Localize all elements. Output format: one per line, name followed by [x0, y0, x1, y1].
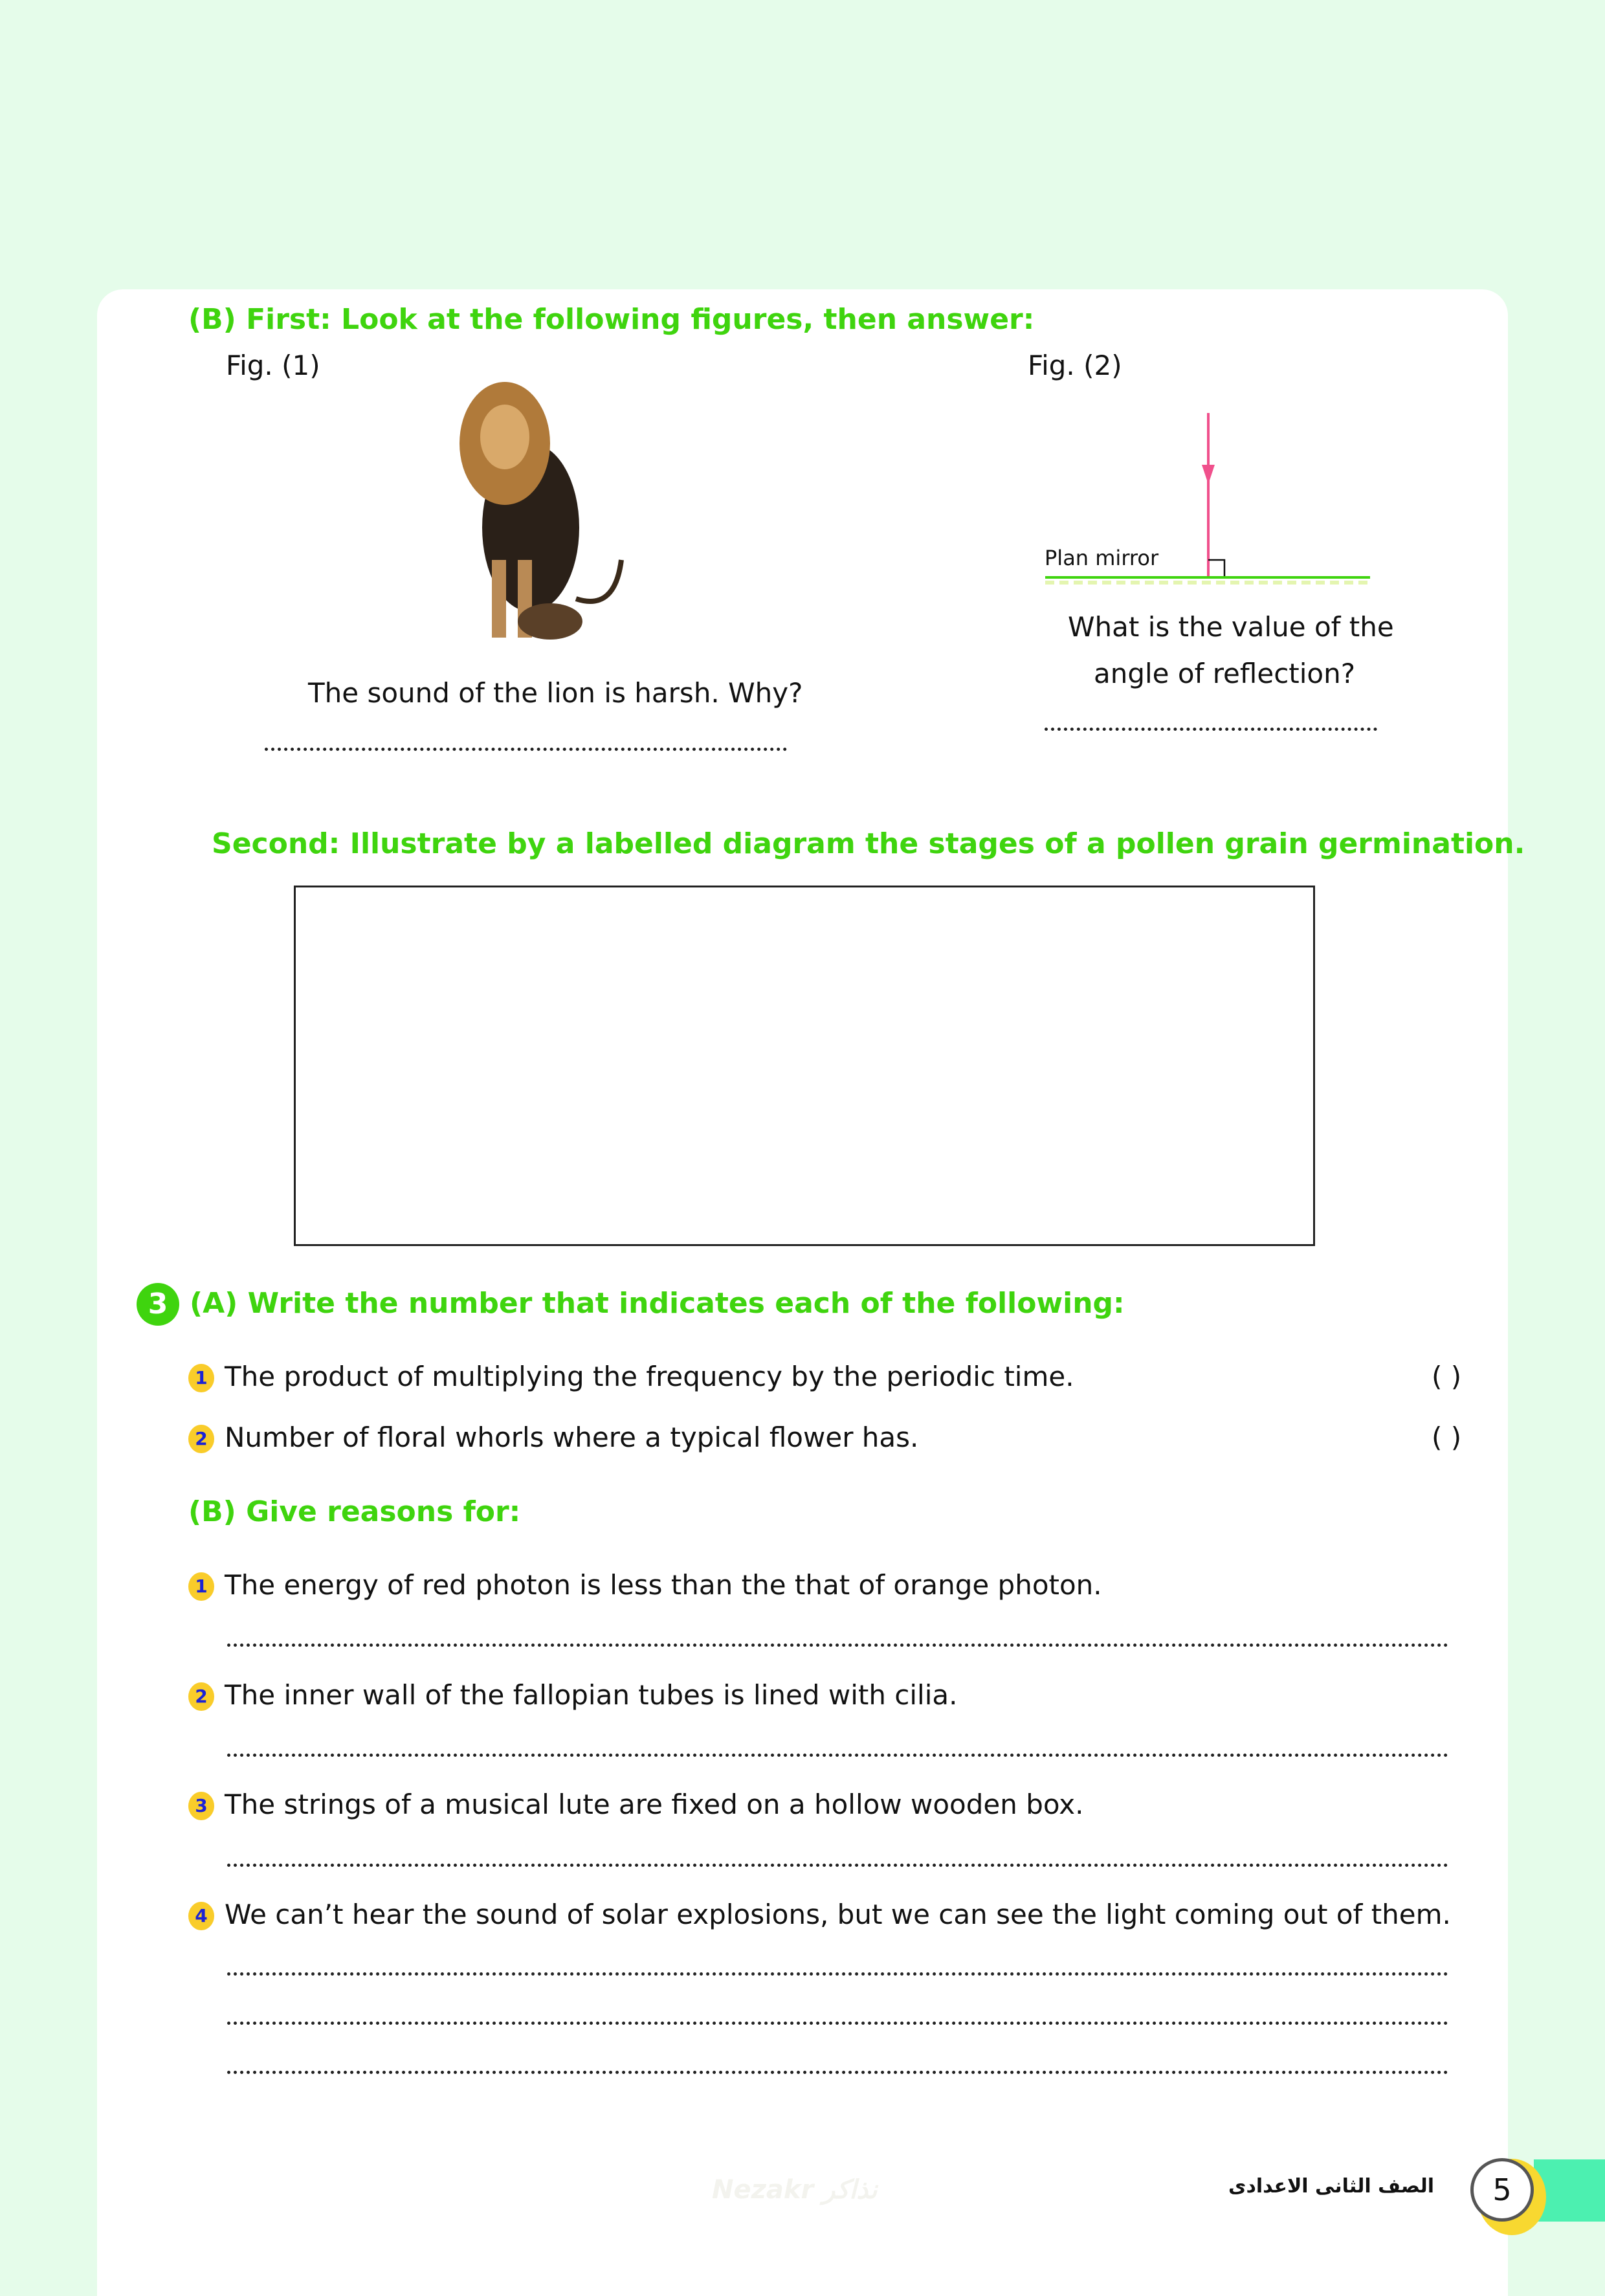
diagram-drawing-box[interactable] [294, 886, 1315, 1246]
part-b-item-text: The strings of a musical lute are fixed on a hollow wooden box. [225, 1789, 1084, 1820]
item-number-badge: 2 [188, 1425, 214, 1453]
fig2-question-line2: angle of reflection? [1094, 658, 1356, 689]
answer-line[interactable] [227, 2071, 1448, 2074]
watermark-logo: Nezakr نذاكر [712, 2175, 878, 2205]
part-a-item-text: Number of floral whorls where a typical flower has. [225, 1421, 919, 1453]
answer-line[interactable] [227, 1754, 1448, 1757]
item-number-badge: 1 [188, 1572, 214, 1601]
page-number: 5 [1470, 2158, 1534, 2222]
item-number-badge: 4 [188, 1902, 214, 1930]
fig2-label: Fig. (2) [1028, 350, 1122, 381]
question-number-badge: 3 [137, 1283, 179, 1326]
part-b-heading: (B) Give reasons for: [188, 1495, 521, 1528]
part-b-item-text: The energy of red photon is less than the that of orange photon. [225, 1569, 1102, 1601]
section-b-heading: (B) First: Look at the following figures, then answer: [188, 303, 1035, 336]
answer-line[interactable] [227, 2022, 1448, 2025]
fig1-question: The sound of the lion is harsh. Why? [308, 677, 803, 709]
answer-line[interactable] [227, 1864, 1448, 1867]
part-a-item-text: The product of multiplying the frequency by the periodic time. [225, 1361, 1074, 1392]
lion-image [453, 366, 634, 647]
right-angle-icon [1208, 560, 1224, 577]
answer-line[interactable] [227, 1972, 1448, 1976]
second-heading: Second: Illustrate by a labelled diagram the stages of a pollen grain germination. [212, 827, 1525, 860]
arrow-head-icon [1202, 465, 1215, 484]
answer-line[interactable] [227, 1644, 1448, 1647]
part-b-item-text: The inner wall of the fallopian tubes is lined with cilia. [225, 1679, 958, 1711]
answer-parentheses[interactable]: ( ) [1432, 1421, 1462, 1453]
item-number-badge: 2 [188, 1682, 214, 1711]
item-number-badge: 3 [188, 1792, 214, 1820]
grade-label: الصف الثانى الاعدادى [1228, 2175, 1434, 2198]
part-b-item-text: We can’t hear the sound of solar explosions, but we can see the light coming out of them. [225, 1899, 1451, 1930]
reflection-diagram [1035, 408, 1385, 602]
fig2-answer-line[interactable] [1045, 728, 1377, 731]
item-number-badge: 1 [188, 1364, 214, 1392]
part-a-heading: (A) Write the number that indicates each of the following: [190, 1287, 1125, 1320]
fig2-question-line1: What is the value of the [1068, 611, 1394, 643]
answer-parentheses[interactable]: ( ) [1432, 1361, 1462, 1392]
mirror-label: Plan mirror [1045, 546, 1159, 570]
fig1-answer-line[interactable] [265, 748, 787, 751]
fig1-label: Fig. (1) [226, 350, 320, 381]
